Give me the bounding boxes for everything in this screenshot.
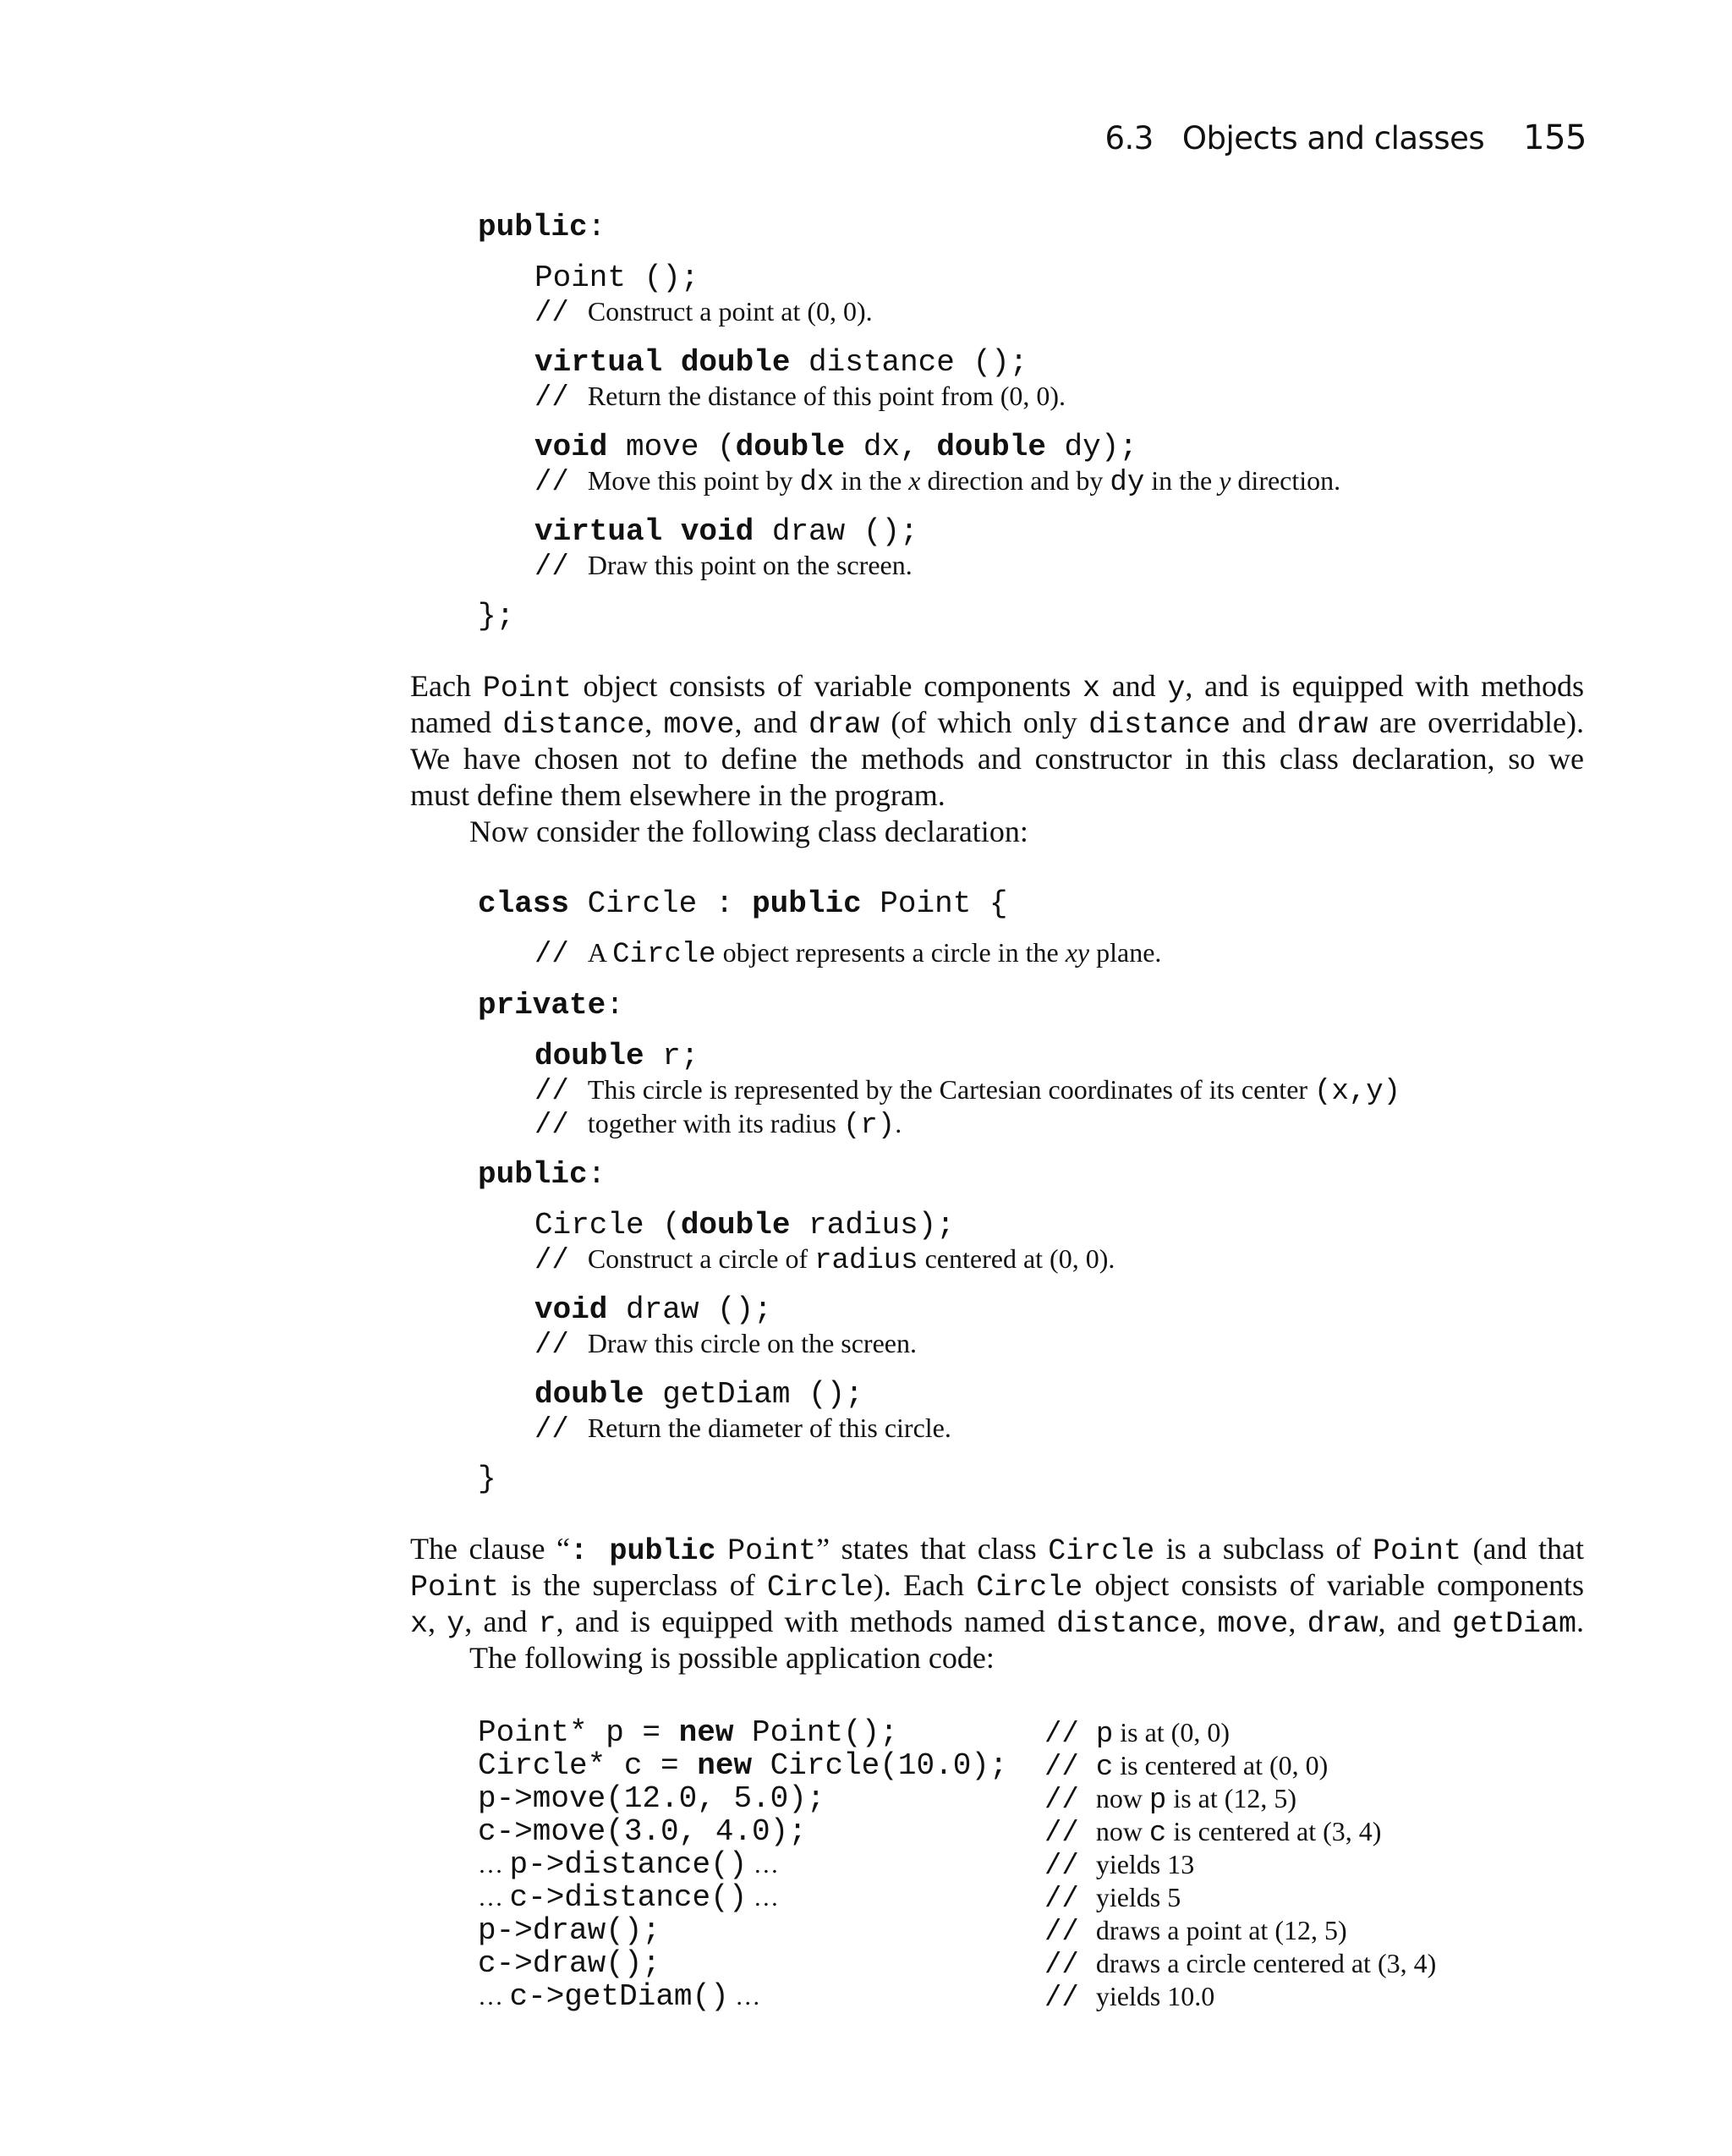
code-field-r: double r; [534, 1039, 699, 1073]
paragraph-point-description [410, 668, 1584, 850]
paragraph-circle-description [410, 1531, 1584, 1676]
section-number: 6.3 [1104, 120, 1154, 156]
code-getdiam-decl: double getDiam (); [534, 1377, 863, 1412]
app-code-comment: // yields 13 [1044, 1849, 1195, 1883]
app-code-line: Circle* c = new Circle(10.0); [478, 1748, 1008, 1783]
prose-line: We have chosen not to define the methods and constructor in this class declaration, so we [410, 742, 1584, 776]
app-code-comment: // draws a point at (12, 5) [1044, 1915, 1347, 1949]
code-point-constructor: Point (); [534, 261, 699, 295]
prose-line: x, y, and r, and is equipped with methods named distance, move, draw, and getDiam. [410, 1605, 1585, 1641]
code-comment: // Draw this point on the screen. [534, 550, 913, 584]
code-comment: // Construct a circle of radius centered at (0, 0). [534, 1243, 1115, 1277]
code-comment: // Move this point by dx in the x direction and by dy in the y direction. [534, 465, 1341, 499]
app-code-comment: // now c is centered at (3, 4) [1044, 1816, 1382, 1850]
app-code-line: p->draw(); [478, 1913, 661, 1948]
section-title: Objects and classes [1181, 120, 1485, 156]
code-circle-class-header: class Circle : public Point { [478, 886, 1008, 921]
prose-line: Each Point object consists of variable components x and y, and is equipped with methods [410, 669, 1585, 705]
code-comment: // Return the diameter of this circle. [534, 1413, 951, 1446]
code-public-label: public: [478, 210, 606, 244]
code-private-label: private: [478, 988, 624, 1023]
prose-line: must define them elsewhere in the program. [410, 778, 945, 812]
code-draw-decl: virtual void draw (); [534, 514, 918, 549]
app-code-comment: // p is at (0, 0) [1044, 1717, 1230, 1751]
app-code-comment: // c is centered at (0, 0) [1044, 1750, 1329, 1784]
code-circle-constructor: Circle (double radius); [534, 1208, 955, 1243]
app-code-line: c->move(3.0, 4.0); [478, 1814, 807, 1849]
code-comment: // Draw this circle on the screen. [534, 1328, 917, 1362]
app-code-line: … c->getDiam() … [478, 1979, 761, 2014]
prose-line: The clause “: public Point” states that class Circle is a subclass of Point (and that [410, 1532, 1585, 1568]
code-comment: // Return the distance of this point from (0, 0). [534, 381, 1066, 414]
app-code-line: Point* p = new Point(); [478, 1715, 898, 1750]
app-code-line: c->draw(); [478, 1946, 661, 1981]
prose-line: Now consider the following class declaration: [469, 815, 1028, 848]
code-comment: // This circle is represented by the Cartesian coordinates of its center (x,y) [534, 1074, 1401, 1108]
code-circle-draw: void draw (); [534, 1292, 772, 1327]
app-code-comment: // draws a circle centered at (3, 4) [1044, 1948, 1437, 1982]
code-distance-decl: virtual double distance (); [534, 345, 1028, 380]
prose-line: The following is possible application code: [469, 1641, 995, 1675]
app-code-line: … p->distance() … [478, 1847, 779, 1882]
running-header [1104, 118, 1587, 157]
code-move-decl: void move (double dx, double dy); [534, 430, 1137, 464]
app-code-comment: // yields 5 [1044, 1882, 1181, 1916]
prose-line: named distance, move, and draw (of which only distance and draw are overridable). [410, 705, 1584, 742]
code-class-close: }; [478, 599, 515, 634]
app-code-line: … c->distance() … [478, 1880, 779, 1915]
app-code-comment: // yields 10.0 [1044, 1981, 1215, 2015]
app-code-line: p->move(12.0, 5.0); [478, 1781, 825, 1816]
prose-line: Point is the superclass of Circle). Each Circle object consists of variable components [410, 1568, 1585, 1605]
code-public-label: public: [478, 1157, 606, 1192]
code-comment: // A Circle object represents a circle in the xy plane. [534, 937, 1162, 971]
code-comment: // Construct a point at (0, 0). [534, 296, 873, 330]
code-class-close: } [478, 1462, 496, 1496]
page-number: 155 [1523, 118, 1587, 157]
app-code-comment: // now p is at (12, 5) [1044, 1783, 1297, 1817]
code-comment: // together with its radius (r). [534, 1108, 902, 1142]
